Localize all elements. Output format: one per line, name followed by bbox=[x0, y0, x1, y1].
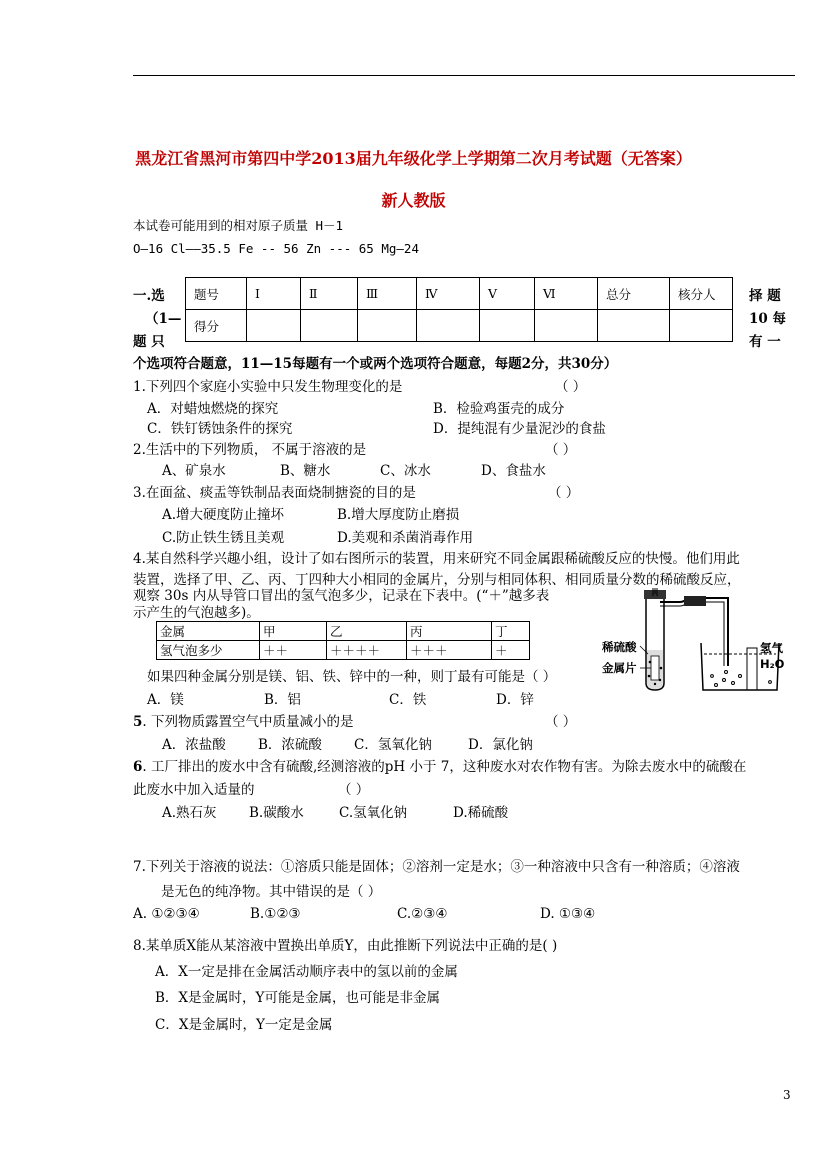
q7-option-d: D. ①③④ bbox=[540, 906, 596, 922]
score-cell-blank bbox=[670, 310, 733, 342]
q6-stem-text: . 工厂排出的废水中含有硫酸,经测溶液的pH 小于 7，这种废水对农作物有害。为除去废水中的硫酸在 bbox=[142, 759, 747, 775]
q4-stem-line4: 示产生的气泡越多)。 bbox=[133, 605, 260, 621]
q7-stem-line2: 是无色的纯净物。其中错误的是（ ） bbox=[161, 884, 382, 900]
table-cell: 氢气泡多少 bbox=[157, 641, 260, 660]
figure-label-acid: 稀硫酸 bbox=[602, 640, 637, 654]
q1-option-a: A．对蜡烛燃烧的探究 bbox=[147, 401, 279, 417]
q6-number: 6 bbox=[133, 759, 143, 775]
table-cell: ＋＋ bbox=[260, 641, 327, 660]
q5-option-a: A．浓盐酸 bbox=[162, 737, 226, 753]
q7-option-a: A. ①②③④ bbox=[133, 906, 200, 922]
q3-option-a: A.增大硬度防止撞坏 bbox=[162, 507, 285, 523]
q3-stem: 3.在面盆、痰盂等铁制品表面烧制搪瓷的目的是 bbox=[133, 485, 416, 501]
score-cell: Ⅱ bbox=[301, 278, 358, 310]
q3-option-b: B.增大厚度防止磨损 bbox=[337, 507, 460, 523]
score-table bbox=[185, 277, 733, 342]
q6-stem-line1 bbox=[133, 755, 746, 775]
q4-stem-line2: 装置，选择了甲、乙、丙、丁四种大小相同的金属片，分别与相同体积、相同质量分数的稀硫酸反应， bbox=[133, 572, 741, 588]
table-cell: 金属 bbox=[157, 622, 260, 641]
q5-option-d: D．氯化钠 bbox=[468, 737, 533, 753]
document-title: 黑龙江省黑河市第四中学2013届九年级化学上学期第二次月考试题（无答案） bbox=[135, 149, 692, 168]
q5-stem-text: . 下列物质露置空气中质量减小的是 bbox=[142, 714, 354, 730]
q6-answer-paren: （ ） bbox=[338, 782, 370, 798]
score-cell-blank bbox=[598, 310, 670, 342]
q6-option-a: A.熟石灰 bbox=[162, 805, 217, 821]
section1-fragment-left-1: 一.选 bbox=[133, 288, 165, 304]
figure-label-hydrogen: 氢气 bbox=[760, 641, 783, 655]
hydrogen-bubble-table bbox=[156, 621, 530, 660]
score-cell-blank bbox=[358, 310, 417, 342]
header-rule bbox=[133, 75, 795, 76]
table-cell: ＋ bbox=[492, 641, 530, 660]
q2-answer-paren: （ ） bbox=[545, 442, 577, 458]
q5-option-c: C．氢氧化钠 bbox=[354, 737, 432, 753]
page-number: 3 bbox=[783, 1088, 791, 1102]
q4-option-d: D．锌 bbox=[496, 692, 534, 708]
score-cell: 题号 bbox=[186, 278, 247, 310]
q3-answer-paren: （ ） bbox=[548, 485, 580, 501]
q6-option-c: C.氢氧化钠 bbox=[339, 805, 408, 821]
table-cell: 甲 bbox=[260, 622, 327, 641]
atomic-mass-intro: 本试卷可能用到的相对原子质量 H－1 bbox=[133, 218, 344, 233]
score-cell: Ⅰ bbox=[247, 278, 301, 310]
q1-option-c: C．铁钉锈蚀条件的探究 bbox=[147, 421, 293, 437]
score-cell: Ⅵ bbox=[535, 278, 598, 310]
table-cell: ＋＋＋ bbox=[407, 641, 492, 660]
score-cell: Ⅲ bbox=[358, 278, 417, 310]
q2-option-b: B、糖水 bbox=[280, 463, 331, 479]
q4-option-a: A．镁 bbox=[147, 692, 184, 708]
q6-option-d: D.稀硫酸 bbox=[453, 805, 509, 821]
q6-option-b: B.碳酸水 bbox=[249, 805, 304, 821]
hydrogen-apparatus-figure bbox=[600, 588, 795, 693]
table-cell: 乙 bbox=[327, 622, 407, 641]
q3-option-d: D.美观和杀菌消毒作用 bbox=[337, 530, 474, 546]
q4-question: 如果四种金属分别是镁、铝、铁、锌中的一种，则丁最有可能是（ ） bbox=[147, 669, 557, 685]
table-cell: ＋＋＋＋ bbox=[327, 641, 407, 660]
section1-fragment-left-2: （1— bbox=[145, 311, 182, 327]
q2-option-d: D、食盐水 bbox=[481, 463, 546, 479]
figure-label-metal: 金属片 bbox=[602, 661, 637, 675]
q1-answer-paren: （ ） bbox=[555, 379, 587, 395]
figure-label-water: H₂O bbox=[760, 657, 785, 671]
score-cell: 核分人 bbox=[670, 278, 733, 310]
score-cell-blank bbox=[247, 310, 301, 342]
q5-number: 5 bbox=[133, 714, 143, 730]
score-cell: 得分 bbox=[186, 310, 247, 342]
q1-option-d: D．提纯混有少量泥沙的食盐 bbox=[433, 421, 606, 437]
score-table-header-row bbox=[186, 278, 733, 310]
q6-stem-line2: 此废水中加入适量的 bbox=[133, 782, 255, 798]
score-cell-blank bbox=[301, 310, 358, 342]
q5-answer-paren: （ ） bbox=[545, 714, 577, 730]
q8-stem: 8.某单质X能从某溶液中置换出单质Y，由此推断下列说法中正确的是( ) bbox=[133, 938, 558, 954]
score-cell: Ⅳ bbox=[417, 278, 480, 310]
section1-instructions: 个选项符合题意，11—15每题有一个或两个选项符合题意，每题2分，共30分） bbox=[133, 356, 618, 372]
q2-option-c: C、冰水 bbox=[380, 463, 431, 479]
table-row bbox=[157, 622, 530, 641]
table-cell: 丙 bbox=[407, 622, 492, 641]
q4-option-c: C．铁 bbox=[389, 692, 427, 708]
score-cell-blank bbox=[480, 310, 535, 342]
q3-option-c: C.防止铁生锈且美观 bbox=[162, 530, 285, 546]
q2-stem: 2.生活中的下列物质， 不属于溶液的是 bbox=[133, 442, 367, 458]
score-cell-blank bbox=[535, 310, 598, 342]
q5-option-b: B．浓硫酸 bbox=[258, 737, 322, 753]
score-cell-blank bbox=[417, 310, 480, 342]
q4-stem-line1: 4.某自然科学兴趣小组，设计了如右图所示的装置，用来研究不同金属跟稀硫酸反应的快慢。他们用此 bbox=[133, 551, 740, 567]
table-cell: 丁 bbox=[492, 622, 530, 641]
q7-option-b: B.①②③ bbox=[250, 906, 301, 922]
section1-fragment-left-3: 题 只 bbox=[133, 334, 165, 350]
atomic-mass-values: O—16 Cl——35.5 Fe -- 56 Zn --- 65 Mg—24 bbox=[133, 241, 419, 256]
q4-stem-line3: 观察 30s 内从导管口冒出的氢气泡多少，记录在下表中。(“＋”越多表 bbox=[133, 588, 550, 604]
q2-option-a: A、矿泉水 bbox=[162, 463, 226, 479]
q8-option-c: C．X是金属时，Y一定是金属 bbox=[155, 1017, 333, 1033]
section1-fragment-right-3: 有 一 bbox=[749, 334, 781, 350]
q1-option-b: B．检验鸡蛋壳的成分 bbox=[433, 401, 565, 417]
q4-option-b: B．铝 bbox=[264, 692, 301, 708]
score-cell: Ⅴ bbox=[480, 278, 535, 310]
document-subtitle: 新人教版 bbox=[381, 191, 446, 210]
q7-stem-line1: 7.下列关于溶液的说法：①溶质只能是固体；②溶剂一定是水；③一种溶液中只含有一种溶质；④溶液 bbox=[133, 859, 740, 875]
section1-fragment-right-1: 择 题 bbox=[749, 288, 781, 304]
q7-option-c: C.②③④ bbox=[397, 906, 448, 922]
table-row bbox=[157, 641, 530, 660]
score-cell: 总分 bbox=[598, 278, 670, 310]
q5-stem bbox=[133, 710, 354, 730]
q8-option-a: A．X一定是排在金属活动顺序表中的氢以前的金属 bbox=[155, 964, 458, 980]
section1-fragment-right-2: 10 每 bbox=[749, 311, 786, 327]
q8-option-b: B．X是金属时，Y可能是金属，也可能是非金属 bbox=[155, 990, 440, 1006]
score-table-score-row bbox=[186, 310, 733, 342]
q1-stem: 1.下列四个家庭小实验中只发生物理变化的是 bbox=[133, 379, 403, 395]
